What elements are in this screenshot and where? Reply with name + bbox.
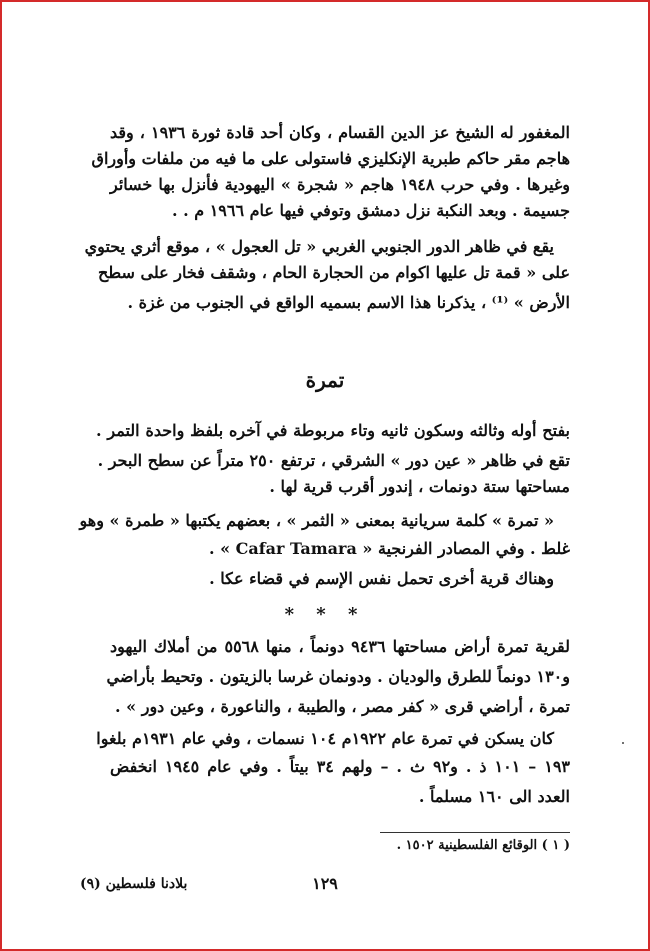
body-line: هاجم مقر حاكم طبرية الإنكليزي فاستولى على ما فيه من ملفات وأوراق	[91, 149, 570, 168]
body-line: العدد الى ١٦٠ مسلماً .	[418, 787, 570, 806]
body-line: جسيمة . وبعد النكبة نزل دمشق وتوفي فيها عام ١٩٦٦ م . .	[171, 201, 570, 220]
paper-speck	[622, 742, 624, 744]
page-number: ١٢٩	[312, 874, 338, 893]
section-separator: * * *	[284, 604, 366, 625]
body-line: غلط . وفي المصادر الفرنجية « Cafar Tamara » .	[208, 539, 570, 558]
body-line: على « قمة تل عليها اكوام من الحجارة الحام ، وشقف فخار على سطح	[98, 263, 570, 282]
body-line: كان يسكن في تمرة عام ١٩٢٢م ١٠٤ نسمات ، وفي عام ١٩٣١م بلغوا	[96, 729, 554, 748]
body-line: المغفور له الشيخ عز الدين القسام ، وكان أحد قادة ثورة ١٩٣٦ ، وقد	[110, 123, 570, 142]
body-line: مساحتها ستة دونمات ، إندور أقرب قرية لها .	[269, 477, 570, 496]
body-line: وهناك قرية أخرى تحمل نفس الإسم في قضاء عكا .	[209, 569, 554, 588]
body-line: وغيرها . وفي حرب ١٩٤٨ هاجم « شجرة » اليهودية فأنزل بها خسائر	[110, 175, 570, 194]
body-line: تقع في ظاهر « عين دور » الشرقي ، ترتفع ٢٥٠ متراً عن سطح البحر .	[97, 451, 570, 470]
running-footer-title: بلادنا فلسطين (٩)	[80, 876, 188, 892]
footnote: ( ١ ) الوقائع الفلسطينية ١٥٠٢ .	[396, 838, 570, 853]
body-line: و١٣٠ دونماً للطرق والوديان . ودونمان غرسا بالزيتون . وتحيط بأراضي	[106, 667, 570, 686]
body-line: « تمرة » كلمة سريانية بمعنى « الثمر » ، بعضهم يكتبها « طمرة » وهو	[79, 511, 554, 530]
body-line: ١٩٣ – ١٠١ ذ . و٩٢ ث . – ولهم ٣٤ بيتاً . وفي عام ١٩٤٥ انخفض	[110, 757, 570, 776]
footnote-rule	[380, 832, 570, 833]
body-line: يقع في ظاهر الدور الجنوبي الغربي « تل العجول » ، موقع أثري يحتوي	[84, 237, 554, 256]
body-line: لقرية تمرة أراض مساحتها ٩٤٣٦ دونماً ، منها ٥٥٦٨ من أملاك اليهود	[110, 637, 571, 656]
body-line: بفتح أوله وثالثه وسكون ثانيه وتاء مربوطة في آخره بلفظ واحدة التمر .	[96, 421, 570, 440]
body-line: الأرض » ⁽¹⁾ ، يذكرنا هذا الاسم بسميه الواقع في الجنوب من غزة .	[127, 293, 570, 312]
body-line: تمرة ، أراضي قرى « كفر مصر ، والطيبة ، والناعورة ، وعين دور » .	[115, 697, 570, 716]
section-heading: تمرة	[305, 368, 345, 392]
